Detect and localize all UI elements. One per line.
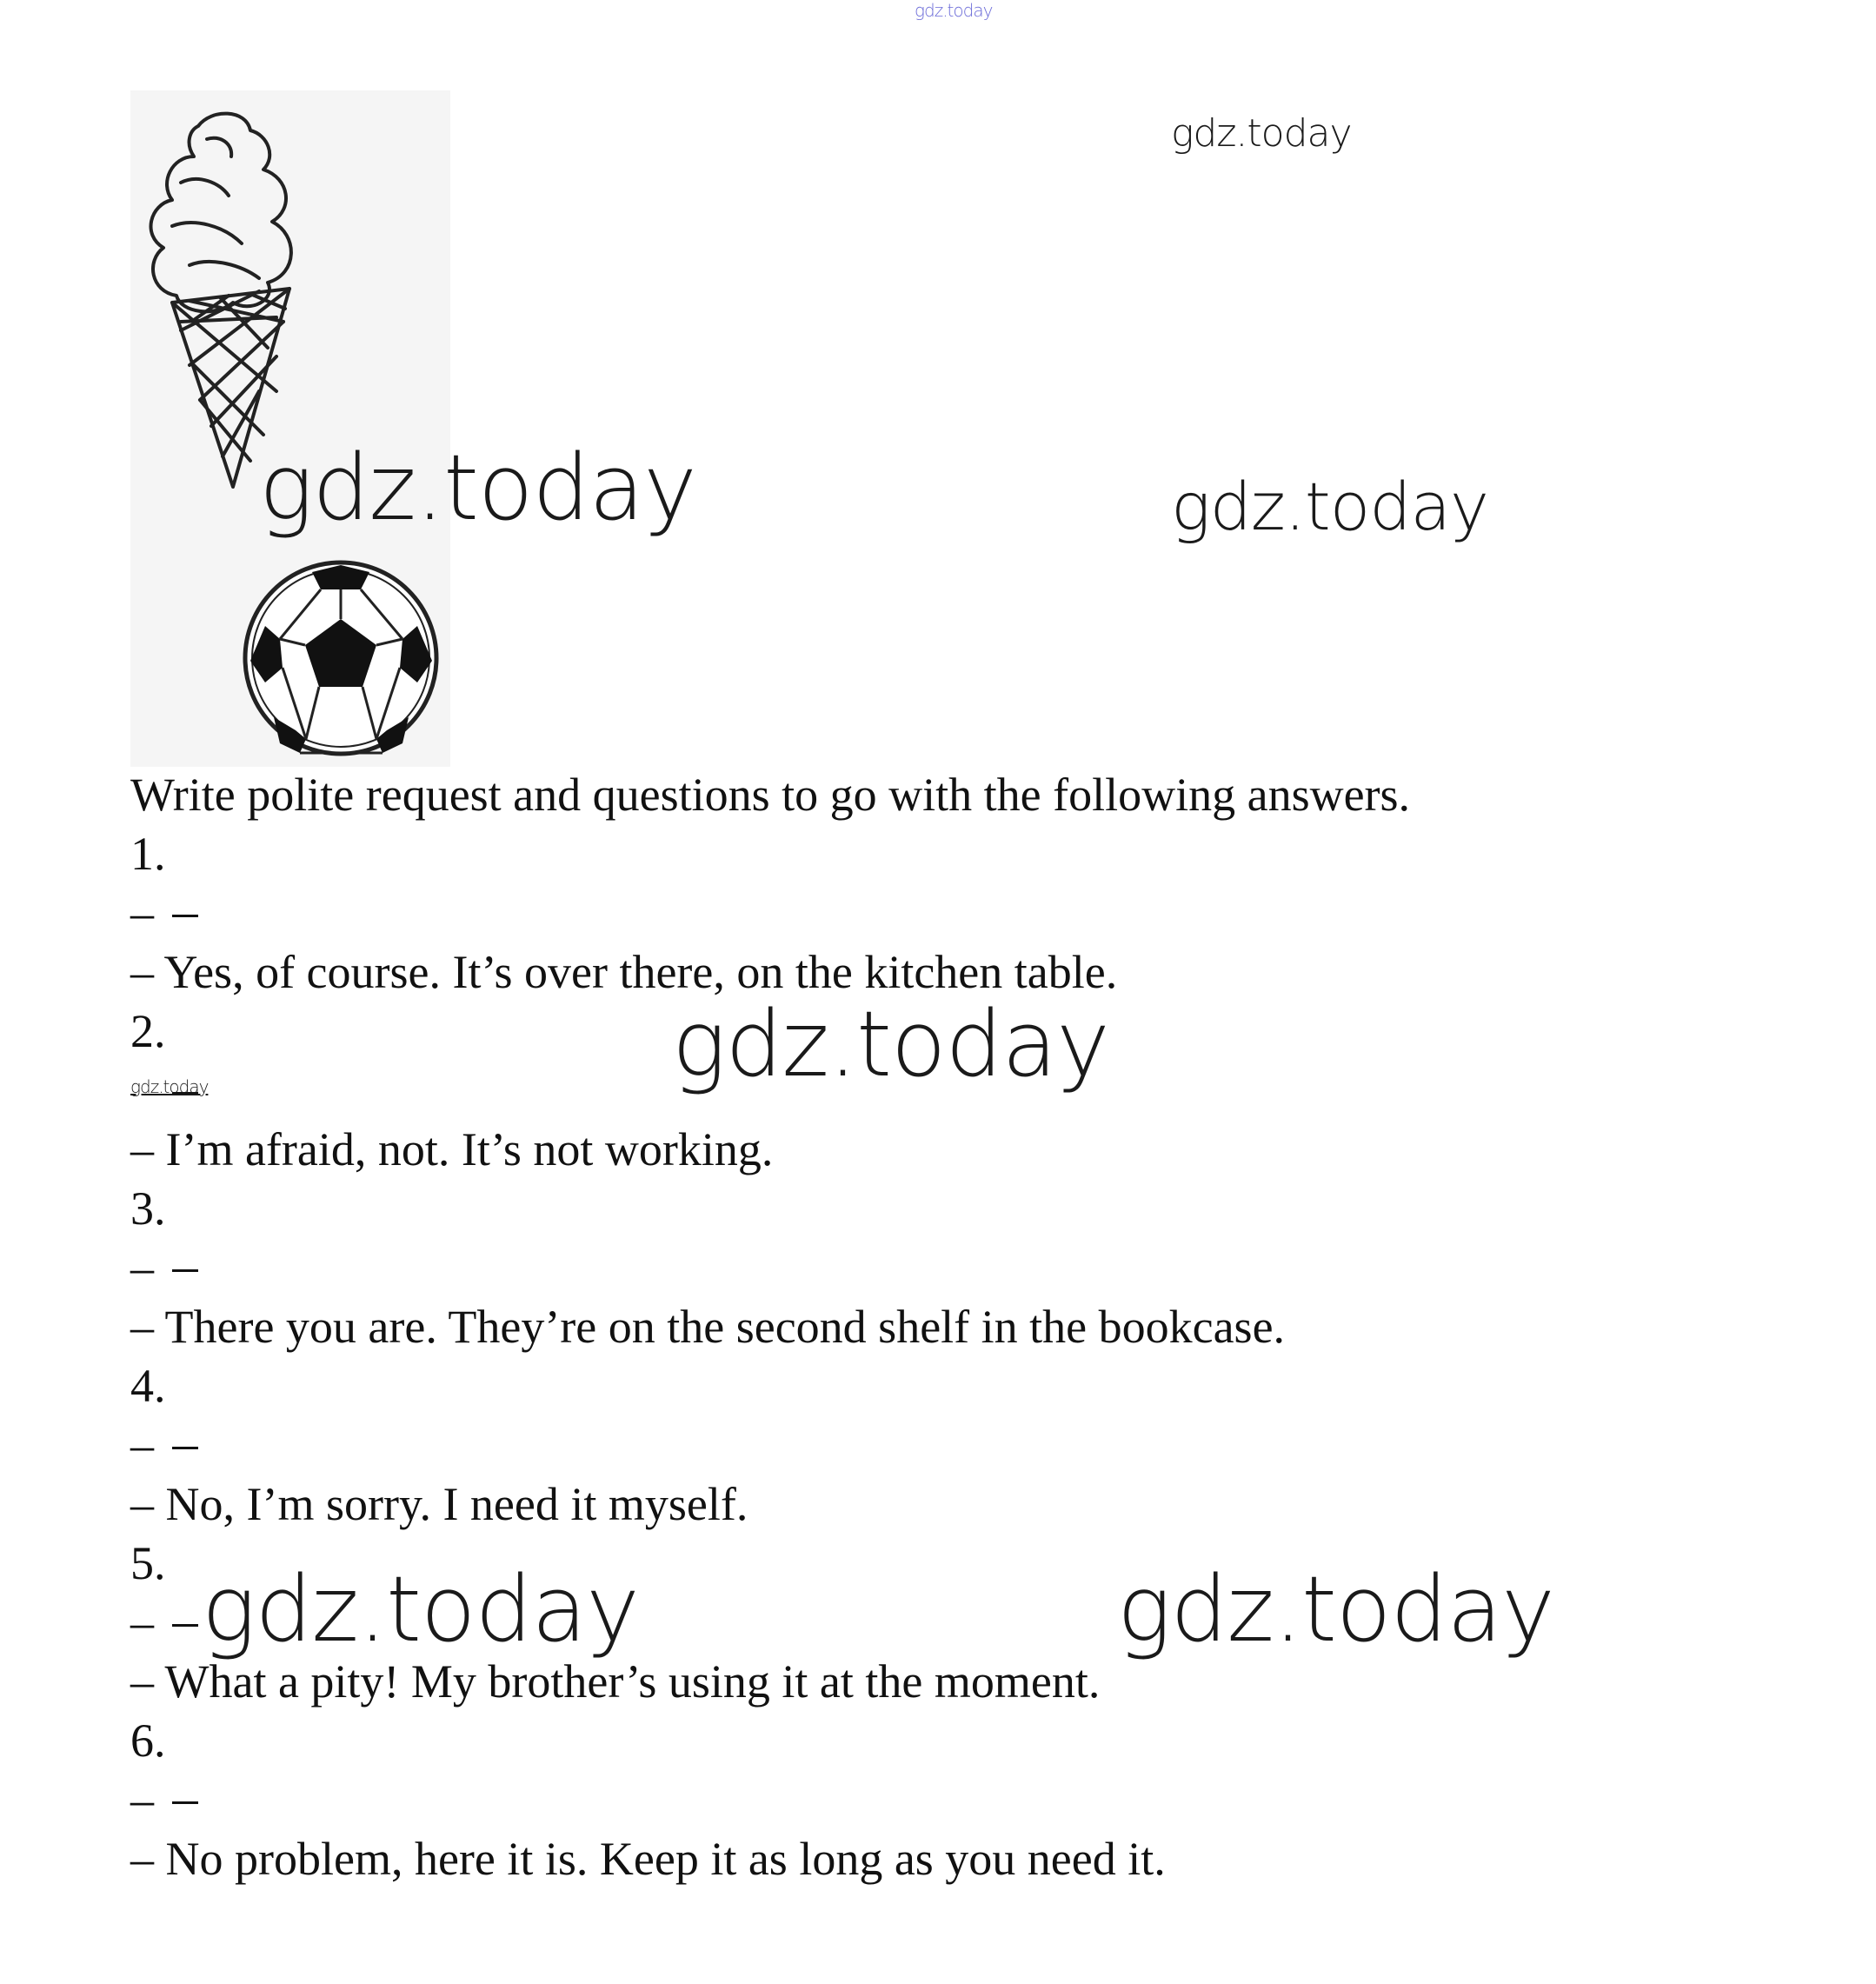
watermark-center-large: gdz.today [672, 991, 1109, 1097]
answer-line-5: – What a pity! My brother’s using it at the moment. [130, 1655, 1101, 1708]
item-number-2: 2. [130, 1005, 166, 1057]
watermark-left-large: gdz.today [259, 435, 696, 541]
item-number-1: 1. [130, 828, 166, 880]
watermark-upper-right: gdz.today [1171, 111, 1352, 156]
answer-line-2: – I’m afraid, not. It’s not working. [130, 1123, 774, 1175]
answer-line-3: – There you are. They’re on the second shelf in the bookcase. [130, 1301, 1286, 1353]
item-number-3: 3. [130, 1182, 166, 1235]
answer-blank-4[interactable]: – [130, 1415, 1782, 1475]
worksheet [130, 765, 1782, 1888]
watermark-bottom-left: gdz.today [202, 1556, 639, 1662]
answer-line-1: – Yes, of course. It’s over there, on the kitchen table. [130, 946, 1118, 998]
item-number-4: 4. [130, 1360, 166, 1412]
watermark-small: gdz.today [130, 1076, 209, 1097]
answer-line-4: – No, I’m sorry. I need it myself. [130, 1478, 748, 1530]
soccer-ball-icon [239, 556, 443, 761]
answer-line-6: – No problem, here it is. Keep it as long as you need it. [130, 1833, 1166, 1885]
instruction: Write polite request and questions to go with the following answers. [130, 769, 1411, 821]
watermark-right: gdz.today [1171, 468, 1488, 545]
watermark-bottom-right: gdz.today [1117, 1556, 1554, 1662]
item-number-6: 6. [130, 1714, 166, 1767]
answer-blank-6[interactable]: – [130, 1770, 1782, 1829]
answer-blank-3[interactable]: – [130, 1238, 1782, 1297]
answer-blank-5[interactable]: – [130, 1593, 1782, 1652]
watermark-top: gdz.today [915, 0, 993, 21]
item-number-5: 5. [130, 1537, 166, 1589]
answer-blank-1[interactable]: – [130, 883, 1782, 942]
